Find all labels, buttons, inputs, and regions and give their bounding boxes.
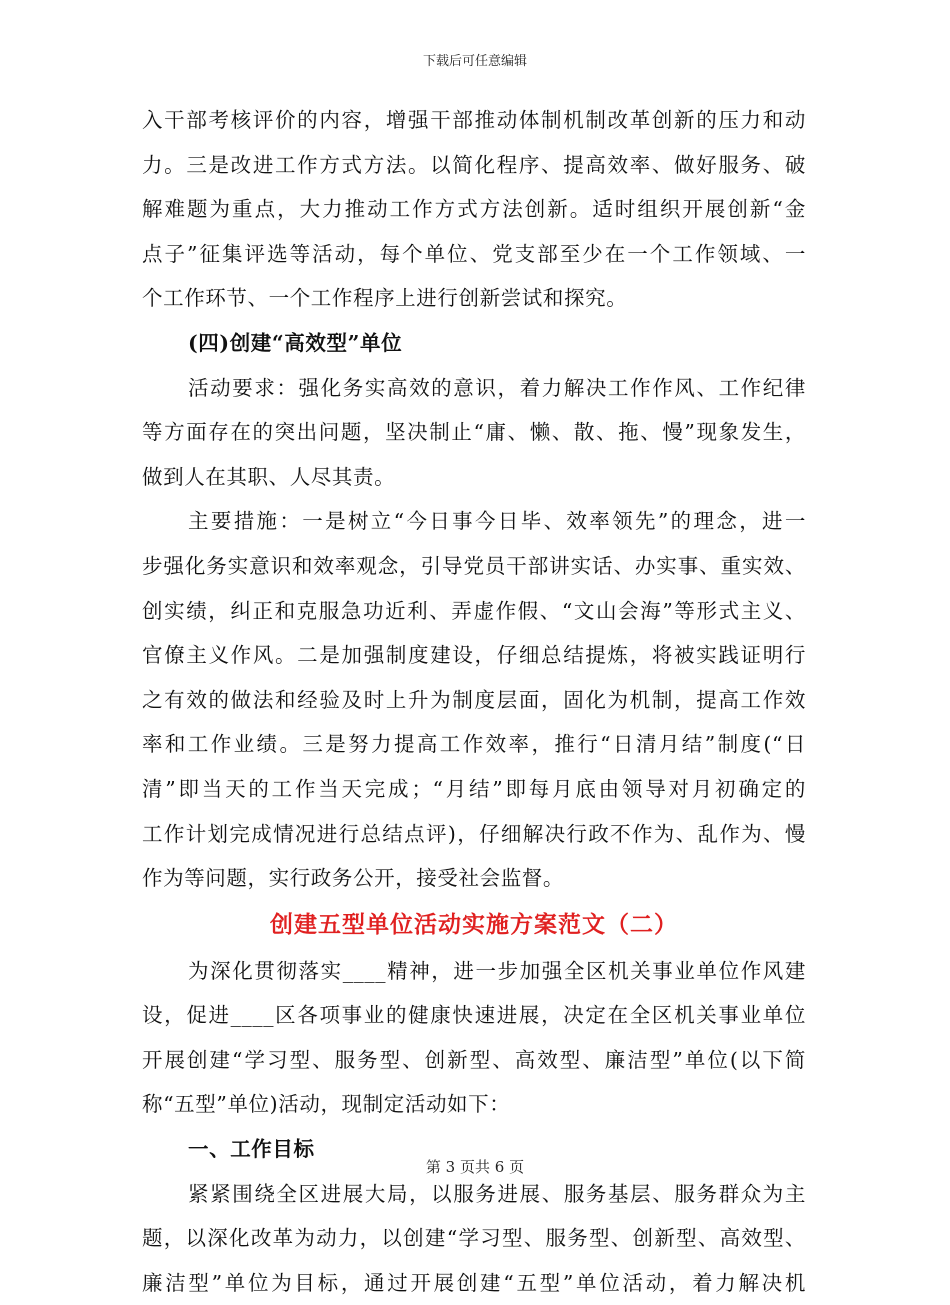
- paragraph-line: 个工作环节、一个工作程序上进行创新尝试和探究。: [142, 286, 628, 311]
- paragraph-line: 之有效的做法和经验及时上升为制度层面，固化为机制，提高工作效: [142, 687, 806, 712]
- page-header: 下载后可任意编辑: [422, 54, 527, 69]
- paragraph-line: 做到人在其职、人尽其责。: [142, 464, 396, 489]
- paragraph-line: 活动要求：强化务实高效的意识，着力解决工作作风、工作纪律: [188, 375, 806, 400]
- paragraph-line: 官僚主义作风。二是加强制度建设，仔细总结提炼，将被实践证明行: [142, 643, 806, 668]
- paragraph-line: 解难题为重点，大力推动工作方式方法创新。适时组织开展创新“金: [142, 197, 806, 222]
- paragraph-line: 率和工作业绩。三是努力提高工作效率，推行“日清月结”制度(“日: [142, 732, 806, 757]
- paragraph-line: 力。三是改进工作方式方法。以简化程序、提高效率、做好服务、破: [142, 152, 806, 177]
- paragraph-line: 清”即当天的工作当天完成；“月结”即每月底由领导对月初确定的: [142, 776, 806, 801]
- section-heading: 一、工作目标: [188, 1137, 315, 1162]
- paragraph-line: 题，以深化改革为动力，以创建“学习型、服务型、创新型、高效型、: [142, 1226, 806, 1251]
- paragraph-line: 点子”征集评选等活动，每个单位、党支部至少在一个工作领域、一: [142, 241, 806, 266]
- section-heading: (四)创建“高效型”单位: [188, 330, 403, 355]
- paragraph-line: 入干部考核评价的内容，增强干部推动体制机制改革创新的压力和动: [142, 108, 806, 132]
- paragraph-line: 主要措施：一是树立“今日事今日毕、效率领先”的理念，进一: [188, 509, 806, 534]
- paragraph-line: 创实绩，纠正和克服急功近利、弄虚作假、“文山会海”等形式主义、: [142, 598, 806, 623]
- paragraph-line: 紧紧围绕全区进展大局，以服务进展、服务基层、服务群众为主: [188, 1181, 806, 1206]
- page-footer: 第 3 页共 6 页: [425, 1158, 525, 1176]
- paragraph-line: 廉洁型”单位为目标，通过开展创建“五型”单位活动，着力解决机: [142, 1270, 806, 1295]
- paragraph-line: 等方面存在的突出问题，坚决制止“庸、懒、散、拖、慢”现象发生，: [142, 420, 806, 445]
- paragraph-line: 作为等问题，实行政务公开，接受社会监督。: [142, 866, 564, 891]
- paragraph-line: 步强化务实意识和效率观念，引导党员干部讲实话、办实事、重实效、: [142, 553, 806, 578]
- document-body: [142, 98, 806, 1305]
- paragraph-line: 设，促进____区各项事业的健康快速进展，决定在全区机关事业单位: [142, 1003, 806, 1028]
- paragraph-line: 工作计划完成情况进行总结点评)，仔细解决行政不作为、乱作为、慢: [142, 821, 806, 846]
- paragraph-line: 称“五型”单位)活动，现制定活动如下：: [142, 1092, 511, 1117]
- document-title: 创建五型单位活动实施方案范文（二）: [270, 910, 678, 938]
- paragraph-line: 开展创建“学习型、服务型、创新型、高效型、廉洁型”单位(以下简: [142, 1047, 806, 1072]
- paragraph-line: 为深化贯彻落实____精神，进一步加强全区机关事业单位作风建: [188, 958, 806, 983]
